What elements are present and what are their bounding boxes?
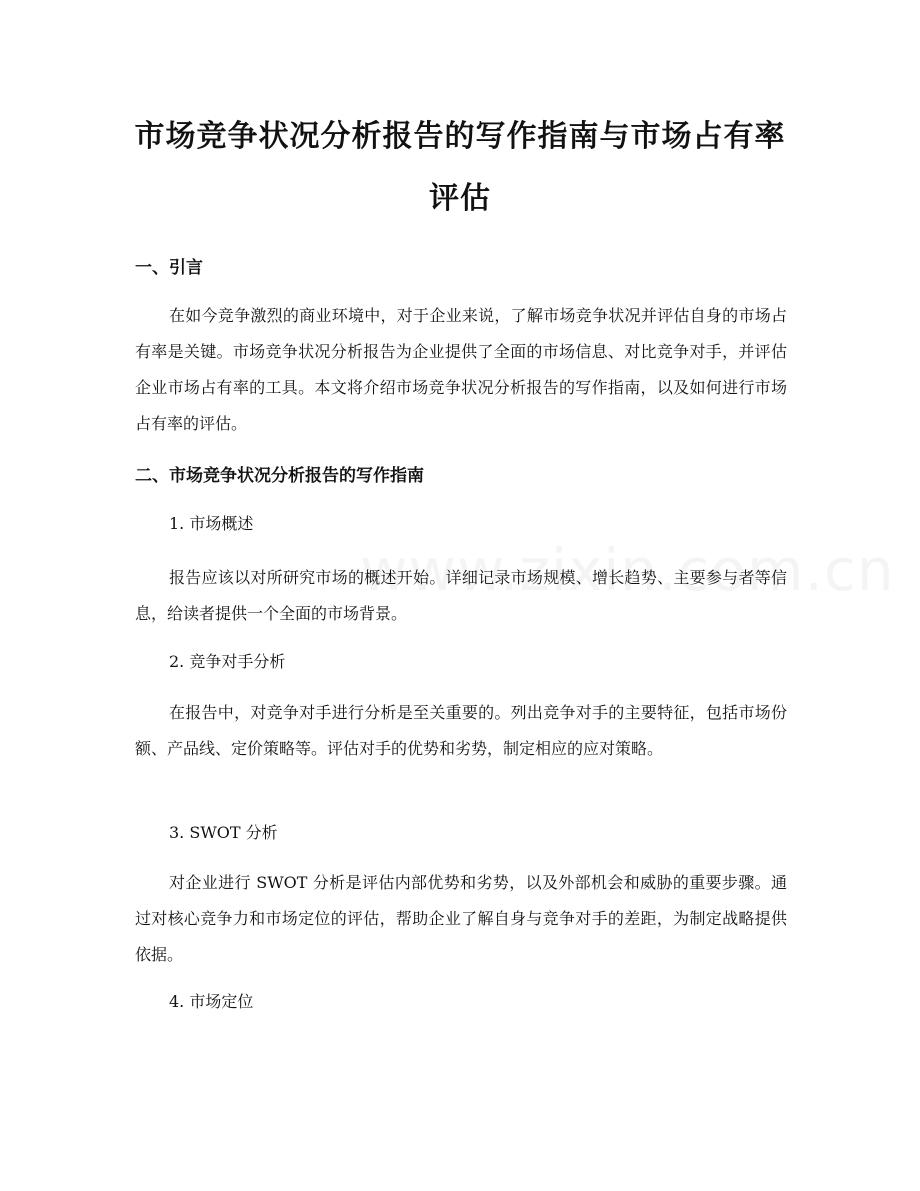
subheading-competitor-analysis: 2. 竞争对手分析: [169, 652, 286, 671]
subheading-market-overview: 1. 市场概述: [169, 514, 254, 533]
subheading-swot: 3. SWOT 分析: [169, 823, 278, 842]
section-heading-intro: 一、引言: [135, 258, 203, 278]
competitor-analysis-paragraph: 在报告中，对竞争对手进行分析是至关重要的。列出竞争对手的主要特征，包括市场份额、产品线、定价策略等。评估对手的优势和劣势，制定相应的应对策略。: [135, 703, 787, 758]
swot-paragraph: 对企业进行 SWOT 分析是评估内部优势和劣势，以及外部机会和威胁的重要步骤。通过对核心竞争力和市场定位的评估，帮助企业了解自身与竞争对手的差距，为制定战略提供依据。: [135, 873, 787, 964]
market-overview-paragraph: 报告应该以对所研究市场的概述开始。详细记录市场规模、增长趋势、主要参与者等信息，给读者提供一个全面的市场背景。: [135, 568, 787, 623]
document-title: 市场竞争状况分析报告的写作指南与市场占有率评估: [134, 119, 786, 216]
section-heading-guide: 二、市场竞争状况分析报告的写作指南: [135, 466, 424, 486]
intro-paragraph: 在如今竞争激烈的商业环境中，对于企业来说，了解市场竞争状况并评估自身的市场占有率是关键。市场竞争状况分析报告为企业提供了全面的市场信息、对比竞争对手，并评估企业市场占有率的工具。本文将介绍市场竞争状况分析报告的写作指南，以及如何进行市场占有率的评估。: [135, 306, 787, 433]
subheading-market-positioning: 4. 市场定位: [169, 992, 254, 1011]
